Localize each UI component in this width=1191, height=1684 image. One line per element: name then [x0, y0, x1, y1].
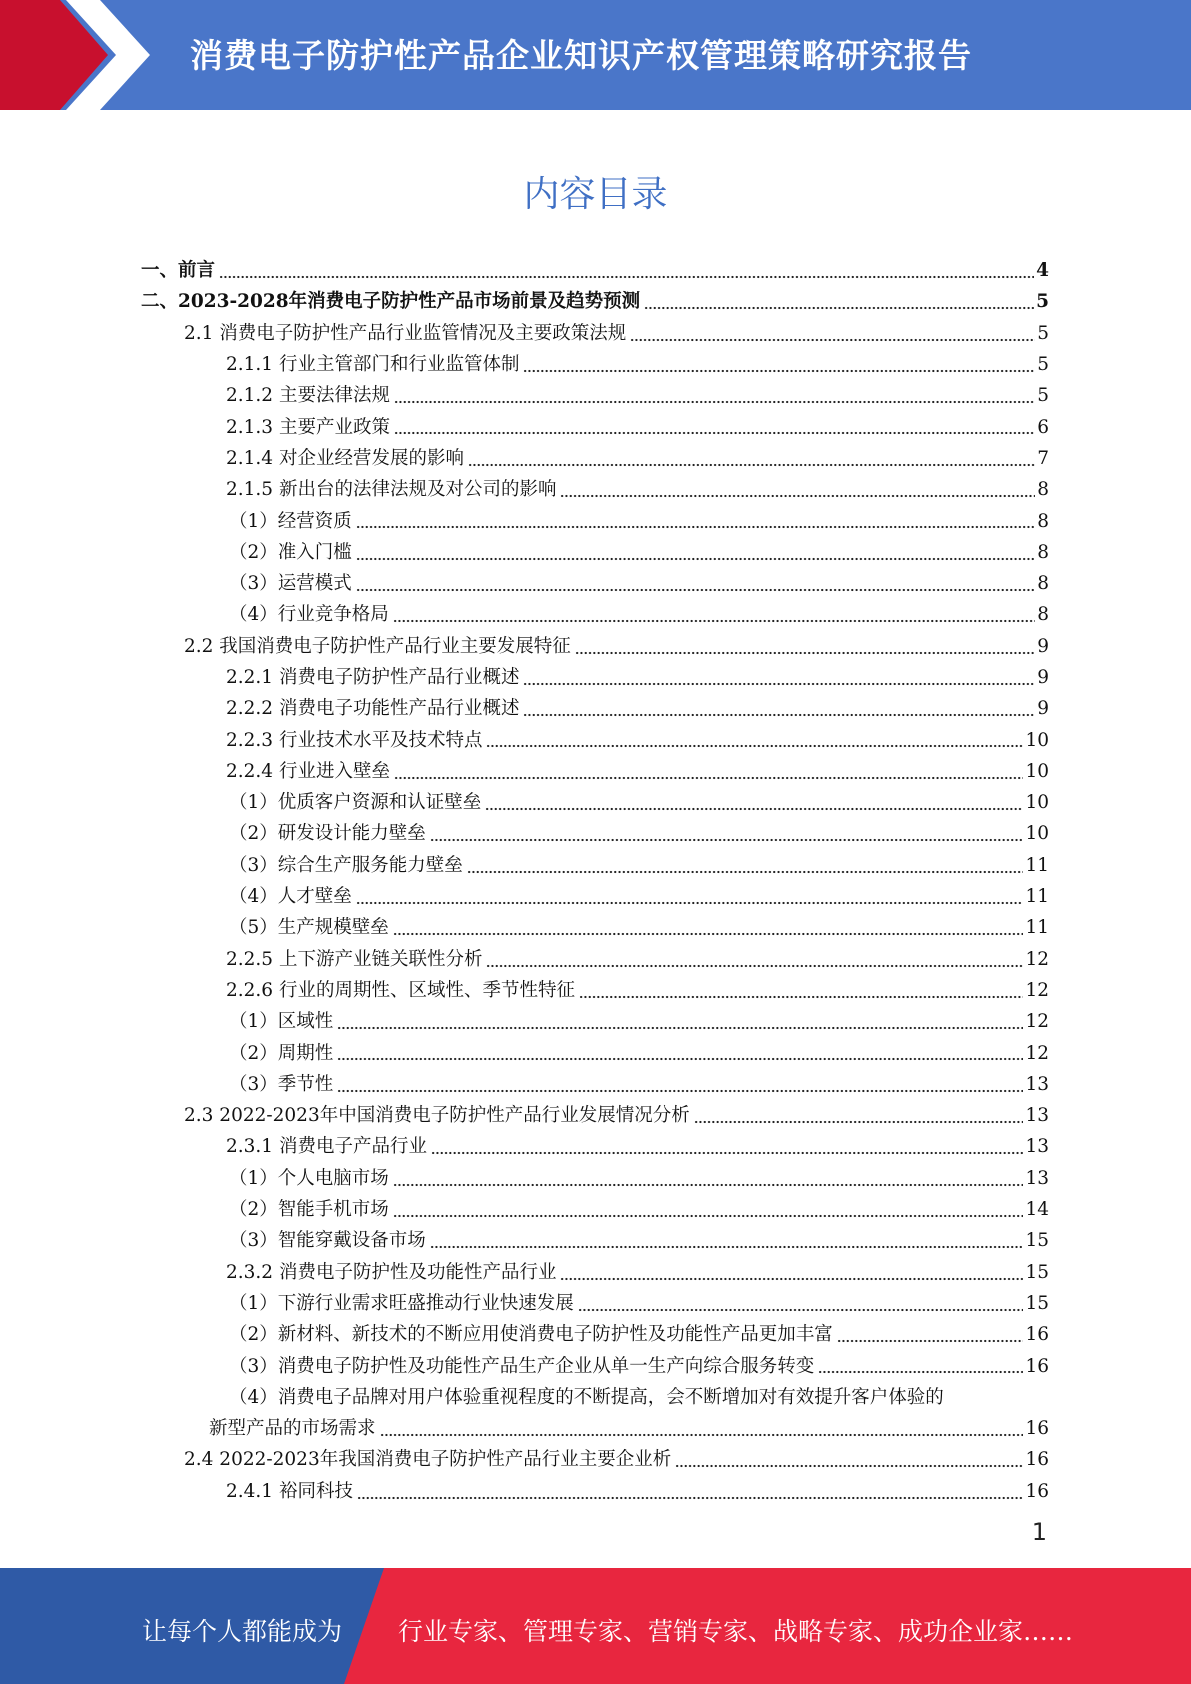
- toc-entry[interactable]: [141, 255, 1049, 286]
- toc-entry[interactable]: [141, 568, 1049, 599]
- toc-entry[interactable]: [141, 1382, 1049, 1445]
- toc-entry-label: 2.2.5 上下游产业链关联性分析: [226, 948, 483, 970]
- toc-entry-label: 2.1.5 新出台的法律法规及对公司的影响: [226, 479, 557, 501]
- toc-entry-label: （2）智能手机市场: [229, 1199, 389, 1221]
- dot-leader: [431, 1131, 1023, 1162]
- toc-entry-page: 12: [1025, 948, 1049, 970]
- dot-leader: [337, 1037, 1023, 1068]
- toc-entry[interactable]: [141, 693, 1049, 724]
- toc-entry[interactable]: [141, 944, 1049, 975]
- toc-entry[interactable]: [141, 756, 1049, 787]
- toc-entry[interactable]: [141, 1444, 1049, 1475]
- toc-entry-page: 16: [1025, 1418, 1049, 1440]
- toc-entry[interactable]: [141, 1225, 1049, 1256]
- toc-entry[interactable]: [141, 443, 1049, 474]
- toc-entry-page: 8: [1037, 604, 1049, 626]
- toc-entry-label: （3）智能穿戴设备市场: [229, 1230, 426, 1252]
- toc-entry-label: （3）运营模式: [229, 573, 352, 595]
- toc-entry[interactable]: [141, 1100, 1049, 1131]
- dot-leader: [837, 1319, 1024, 1350]
- toc-entry[interactable]: [141, 1006, 1049, 1037]
- toc-entry-label: 2.4 2022-2023年我国消费电子防护性产品行业主要企业析: [184, 1449, 672, 1471]
- dot-leader: [560, 474, 1035, 505]
- dot-leader: [394, 756, 1023, 787]
- dot-leader: [337, 1006, 1023, 1037]
- toc-entry-page: 8: [1037, 479, 1049, 501]
- toc-entry[interactable]: [141, 787, 1049, 818]
- toc-entry-label: （2）准入门槛: [229, 541, 352, 563]
- toc-entry-page: 4: [1036, 260, 1049, 282]
- toc-entry-label-continued: 新型产品的市场需求: [209, 1418, 376, 1440]
- toc-entry[interactable]: [141, 537, 1049, 568]
- toc-entry-page: 7: [1037, 447, 1049, 469]
- toc-entry-page: 15: [1025, 1261, 1049, 1283]
- toc-entry-label: （4）行业竞争格局: [229, 604, 389, 626]
- dot-leader: [430, 1225, 1024, 1256]
- dot-leader: [393, 599, 1035, 630]
- toc-entry-page: 8: [1037, 510, 1049, 532]
- page-number: 1: [1031, 1518, 1047, 1546]
- dot-leader: [356, 568, 1035, 599]
- toc-entry[interactable]: [141, 318, 1049, 349]
- toc-entry-label: 2.3.1 消费电子产品行业: [226, 1136, 427, 1158]
- page-footer: [0, 1568, 1191, 1684]
- toc-entry-label: 2.1.4 对企业经营发展的影响: [226, 447, 464, 469]
- toc-entry-page: 9: [1037, 698, 1049, 720]
- toc-entry[interactable]: [141, 1163, 1049, 1194]
- toc-entry-label: 2.3.2 消费电子防护性及功能性产品行业: [226, 1261, 557, 1283]
- dot-leader: [523, 693, 1035, 724]
- toc-entry[interactable]: [141, 724, 1049, 755]
- toc-entry-page: 16: [1025, 1480, 1049, 1502]
- toc-entry-page: 10: [1025, 792, 1049, 814]
- toc-entry-label: 2.2 我国消费电子防护性产品行业主要发展特征: [184, 635, 571, 657]
- toc-entry-label: （1）区域性: [229, 1011, 334, 1033]
- toc-entry-page: 13: [1025, 1167, 1049, 1189]
- toc-entry-page: 5: [1036, 291, 1049, 313]
- toc-entry-label: （1）经营资质: [229, 510, 352, 532]
- toc-entry-continuation: [209, 1413, 1049, 1444]
- toc-entry[interactable]: [141, 1069, 1049, 1100]
- toc-entry[interactable]: [141, 912, 1049, 943]
- toc-entry[interactable]: [141, 818, 1049, 849]
- toc-entry-page: 8: [1037, 541, 1049, 563]
- dot-leader: [468, 443, 1035, 474]
- footer-slogan-right: 行业专家、管理专家、营销专家、战略专家、成功企业家……: [398, 1617, 1074, 1646]
- toc-entry[interactable]: [141, 380, 1049, 411]
- toc-entry-page: 10: [1025, 823, 1049, 845]
- toc-entry-page: 10: [1025, 729, 1049, 751]
- toc-heading: 内容目录: [523, 174, 668, 215]
- dot-leader: [523, 349, 1035, 380]
- toc-entry-label: （4）消费电子品牌对用户体验重视程度的不断提高，会不断增加对有效提升客户体验的: [229, 1386, 944, 1408]
- page-header: [0, 0, 1191, 110]
- toc-entry-label: （3）消费电子防护性及功能性产品生产企业从单一生产向综合服务转变: [229, 1355, 815, 1377]
- toc-entry-page: 5: [1037, 322, 1049, 344]
- toc-entry-page: 12: [1025, 1042, 1049, 1064]
- toc-entry-label: 一、前言: [141, 260, 216, 282]
- dot-leader: [486, 944, 1023, 975]
- toc-entry[interactable]: [141, 1476, 1049, 1507]
- toc-entry[interactable]: [141, 474, 1049, 505]
- dot-leader: [380, 1413, 1024, 1444]
- toc-entry-page: 11: [1025, 886, 1049, 908]
- toc-entry-label: （3）季节性: [229, 1073, 334, 1095]
- dot-leader: [393, 1194, 1024, 1225]
- toc-entry-page: 12: [1025, 979, 1049, 1001]
- toc-entry[interactable]: [141, 286, 1049, 317]
- toc-entry[interactable]: [141, 850, 1049, 881]
- toc-entry-label: （1）优质客户资源和认证壁垒: [229, 792, 482, 814]
- toc-entry[interactable]: [141, 1037, 1049, 1068]
- toc-entry-page: 5: [1037, 354, 1049, 376]
- toc-entry-label: 2.1.2 主要法律法规: [226, 385, 390, 407]
- dot-leader: [356, 881, 1024, 912]
- toc-entry[interactable]: [141, 881, 1049, 912]
- toc-entry-page: 11: [1025, 854, 1049, 876]
- dot-leader: [394, 411, 1035, 442]
- toc-entry[interactable]: [141, 1350, 1049, 1381]
- dot-leader: [337, 1069, 1023, 1100]
- dot-leader: [485, 787, 1023, 818]
- toc-entry-page: 13: [1025, 1073, 1049, 1095]
- dot-leader: [356, 505, 1035, 536]
- dot-leader: [818, 1350, 1023, 1381]
- toc-entry-page: 11: [1025, 917, 1049, 939]
- toc-entry-label: （2）新材料、新技术的不断应用使消费电子防护性及功能性产品更加丰富: [229, 1324, 833, 1346]
- toc-entry-label: 2.2.1 消费电子防护性产品行业概述: [226, 667, 520, 688]
- toc-entry-page: 10: [1025, 760, 1049, 782]
- footer-slogan-left: 让每个人都能成为: [142, 1617, 343, 1646]
- dot-leader: [467, 850, 1024, 881]
- toc-entry-page: 9: [1037, 667, 1049, 688]
- dot-leader: [430, 818, 1024, 849]
- toc-entry-label: 2.4.1 裕同科技: [226, 1480, 353, 1502]
- toc-entry-page: 15: [1025, 1230, 1049, 1252]
- toc-entry[interactable]: [141, 631, 1049, 662]
- toc-entry-label: （5）生产规模壁垒: [229, 917, 389, 939]
- dot-leader: [675, 1444, 1023, 1475]
- dot-leader: [630, 318, 1035, 349]
- report-title: 消费电子防护性产品企业知识产权管理策略研究报告: [190, 36, 972, 75]
- toc-entry-label: （2）研发设计能力壁垒: [229, 823, 426, 845]
- toc-entry[interactable]: [141, 1288, 1049, 1319]
- toc-entry[interactable]: [141, 1131, 1049, 1162]
- toc-entry-label: 2.1.1 行业主管部门和行业监管体制: [226, 354, 520, 376]
- header-arrow-decoration: [0, 0, 170, 110]
- toc-entry-page: 16: [1025, 1449, 1049, 1471]
- toc-entry[interactable]: [141, 1319, 1049, 1350]
- dot-leader: [393, 1163, 1024, 1194]
- toc-entry-label: 2.2.3 行业技术水平及技术特点: [226, 729, 483, 751]
- dot-leader: [694, 1100, 1024, 1131]
- toc-entry-label: （3）综合生产服务能力壁垒: [229, 854, 463, 876]
- toc-entry-page: 16: [1025, 1324, 1049, 1346]
- toc-entry[interactable]: [141, 505, 1049, 536]
- toc-entry-label: （1）下游行业需求旺盛推动行业快速发展: [229, 1292, 574, 1314]
- toc-entry[interactable]: [141, 1257, 1049, 1288]
- toc-entry-page: 14: [1025, 1199, 1049, 1221]
- dot-leader: [393, 912, 1024, 943]
- toc-entry[interactable]: [141, 1194, 1049, 1225]
- toc-entry-page: 12: [1025, 1011, 1049, 1033]
- dot-leader: [219, 255, 1034, 286]
- toc-entry[interactable]: [141, 411, 1049, 442]
- toc-entry-page: 8: [1037, 573, 1049, 595]
- toc-entry-page: 16: [1025, 1355, 1049, 1377]
- toc-entry-label: 2.3 2022-2023年中国消费电子防护性产品行业发展情况分析: [184, 1105, 690, 1127]
- toc-entry[interactable]: [141, 975, 1049, 1006]
- dot-leader: [394, 380, 1035, 411]
- toc-entry-page: 13: [1025, 1136, 1049, 1158]
- table-of-contents: [141, 255, 1049, 1507]
- toc-entry-label: 2.2.6 行业的周期性、区域性、季节性特征: [226, 979, 575, 1001]
- toc-entry-label: （2）周期性: [229, 1042, 334, 1064]
- toc-entry-label: 2.1.3 主要产业政策: [226, 416, 390, 438]
- dot-leader: [575, 631, 1035, 662]
- toc-entry-page: 13: [1025, 1105, 1049, 1127]
- dot-leader: [523, 662, 1035, 693]
- dot-leader: [357, 1476, 1024, 1507]
- toc-entry[interactable]: [141, 349, 1049, 380]
- dot-leader: [644, 286, 1034, 317]
- toc-entry-label: （4）人才壁垒: [229, 886, 352, 908]
- dot-leader: [560, 1257, 1023, 1288]
- toc-entry[interactable]: [141, 599, 1049, 630]
- dot-leader: [578, 1288, 1024, 1319]
- toc-entry-page: 9: [1037, 635, 1049, 657]
- toc-entry-label: 二、2023-2028年消费电子防护性产品市场前景及趋势预测: [141, 291, 641, 313]
- toc-entry-label: （1）个人电脑市场: [229, 1167, 389, 1189]
- toc-entry-page: 5: [1037, 385, 1049, 407]
- toc-entry[interactable]: [141, 662, 1049, 693]
- toc-entry-page: 6: [1037, 416, 1049, 438]
- dot-leader: [356, 537, 1035, 568]
- toc-entry-page: 15: [1025, 1292, 1049, 1314]
- toc-entry-label: 2.2.2 消费电子功能性产品行业概述: [226, 698, 520, 720]
- toc-entry-label: 2.2.4 行业进入壁垒: [226, 760, 390, 782]
- dot-leader: [486, 724, 1023, 755]
- dot-leader: [579, 975, 1023, 1006]
- toc-entry-label: 2.1 消费电子防护性产品行业监管情况及主要政策法规: [184, 322, 627, 344]
